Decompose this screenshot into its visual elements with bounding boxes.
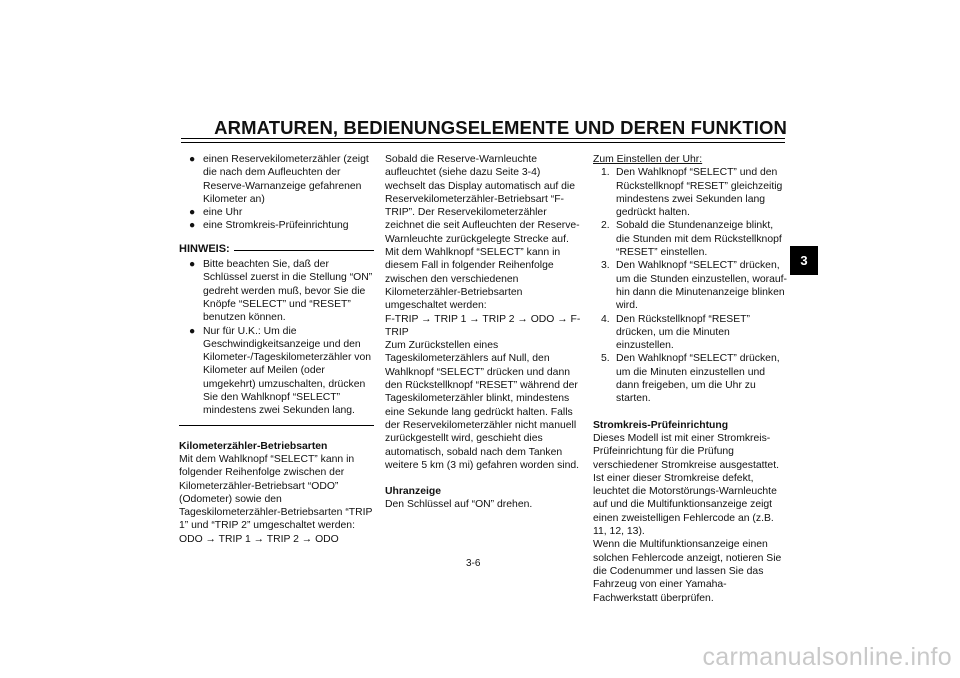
clock-heading: Uhranzeige [385, 486, 442, 498]
clock-set-heading: Zum Einstellen der Uhr: [593, 154, 703, 165]
reserve-sequence: F-TRIP → TRIP 1 → TRIP 2 → ODO → F-TRIP [385, 313, 581, 338]
reset-paragraph: Zum Zurückstellen eines Tageskilometerzählers auf Null, den Wahlknopf “SELECT” drücken und dann den Rückstellknopf “RESET” während der Tageskilometerzähler blinkt, mindestens eine Sekunde lang gedrückt halten. Falls der Reservekilometerzähler nicht manuell zurückgestellt wird, geschieht dies automatisch, sobald nach dem Tanken weitere 5 km (3 mi) gefahren worden sind. [385, 340, 580, 471]
bullet-icon: ● [189, 207, 196, 219]
odo-text: Mit dem Wahlknopf “SELECT” kann in folgender Reihenfolge zwischen der Kilometerzähler-Betriebsart “ODO” (Odometer) sowie den Tageskilometerzähler-Betriebsarten “TRIP 1” und “TRIP 2” umgeschaltet werden: [179, 453, 373, 532]
bullet-icon: ● [189, 154, 196, 165]
note-header [179, 243, 374, 256]
column-2 [385, 153, 581, 512]
circuit-heading: Stromkreis-Prüfeinrichtung [593, 419, 729, 431]
column-1 [179, 153, 374, 546]
reserve-paragraph: Sobald die Reserve-Warnleuchte aufleuchtet (siehe dazu Seite 3-4) wechselt das Display automatisch auf die Reservekilometerzähler-Betriebsart “F-TRIP”. Der Reservekilometerzähler zeichnet die seit Aufleuchten der Reserve-Warnleuchte zurückgelegte Strecke auf. Mit dem Wahlknopf “SELECT” kann in diesem Fall in folgender Reihenfolge zwischen den verschiedenen Kilometerzähler-Betriebsarten umgeschaltet werden: [385, 154, 580, 312]
odo-sequence: ODO → TRIP 1 → TRIP 2 → ODO [179, 533, 339, 545]
page-title: ARMATUREN, BEDIENUNGSELEMENTE UND DEREN FUNKTION [214, 117, 787, 138]
note-rule [234, 250, 374, 251]
watermark: carmanualsonline.info [702, 643, 952, 671]
list-item: ● Nur für U.K.: Um die Geschwindigkeitsanzeige und den Kilometer-/Tageskilometerzähler von Kilometer auf Meilen (oder umgekehrt) umzuschalten, drücken Sie den Wahlknopf “SELECT” mindestens zwei Sekunden lang. [189, 325, 372, 417]
odo-heading: Kilometerzähler-Betriebsarten [179, 440, 328, 452]
title-rule-thick [181, 138, 785, 139]
list-item: ● eine Uhr [189, 207, 243, 219]
note-label: HINWEIS: [179, 242, 230, 255]
list-item: 1. Den Wahlknopf “SELECT” und den Rückstellknopf “RESET” gleichzeitig mindestens zwei Sekunden lang gedrückt halten. [601, 167, 783, 219]
chapter-tab: 3 [790, 246, 818, 275]
list-item: 5. Den Wahlknopf “SELECT” drücken, um die Minuten einzustellen und dann freigeben, um die Uhr zu starten. [601, 353, 780, 405]
circuit-paragraph-1: Dieses Modell ist mit einer Stromkreis-Prüfeinrichtung für die Prüfung verschiedener Stromkreise ausgestattet. [593, 432, 779, 471]
list-item: ● Bitte beachten Sie, daß der Schlüssel zuerst in die Stellung “ON” gedreht werden muß, bevor Sie die Knöpfe “SELECT” und “RESET” benutzen können. [189, 259, 373, 324]
bullet-icon: ● [189, 220, 196, 232]
list-item: 2. Sobald die Stundenanzeige blinkt, die Stunden mit dem Rückstellknopf “RESET” einstellen. [601, 220, 782, 259]
list-item: ● einen Reservekilometerzähler (zeigt die nach dem Aufleuchten der Reserve-Warnanzeige gefahrenen Kilometer an) [189, 154, 369, 205]
title-rule-thin [181, 142, 785, 143]
list-item: 3. Den Wahlknopf “SELECT” drücken, um die Stunden einzustellen, worauf-hin dann die Minutenanzeige blinken wird. [601, 260, 787, 312]
circuit-paragraph-3: Wenn die Multifunktionsanzeige einen solchen Fehlercode anzeigt, notieren Sie die Codenummer und lassen Sie das Fahrzeug von einer Yamaha-Fachwerkstatt überprüfen. [593, 539, 782, 604]
bullet-icon: ● [189, 325, 196, 337]
page-number: 3-6 [466, 558, 481, 569]
list-item: ● eine Stromkreis-Prüfeinrichtung [189, 220, 349, 232]
column-3 [593, 153, 789, 605]
clock-text: Den Schlüssel auf “ON” drehen. [385, 499, 533, 511]
circuit-paragraph-2: Ist einer dieser Stromkreise defekt, leuchtet die Motorstörungs-Warnleuchte auf und die Multifunktionsanzeige zeigt einen zweistelligen Fehlercode an (z.B. 11, 12, 13). [593, 472, 777, 538]
list-item: 4. Den Rückstellknopf “RESET” drücken, um die Minuten einzustellen. [601, 313, 750, 352]
bullet-icon: ● [189, 259, 196, 271]
